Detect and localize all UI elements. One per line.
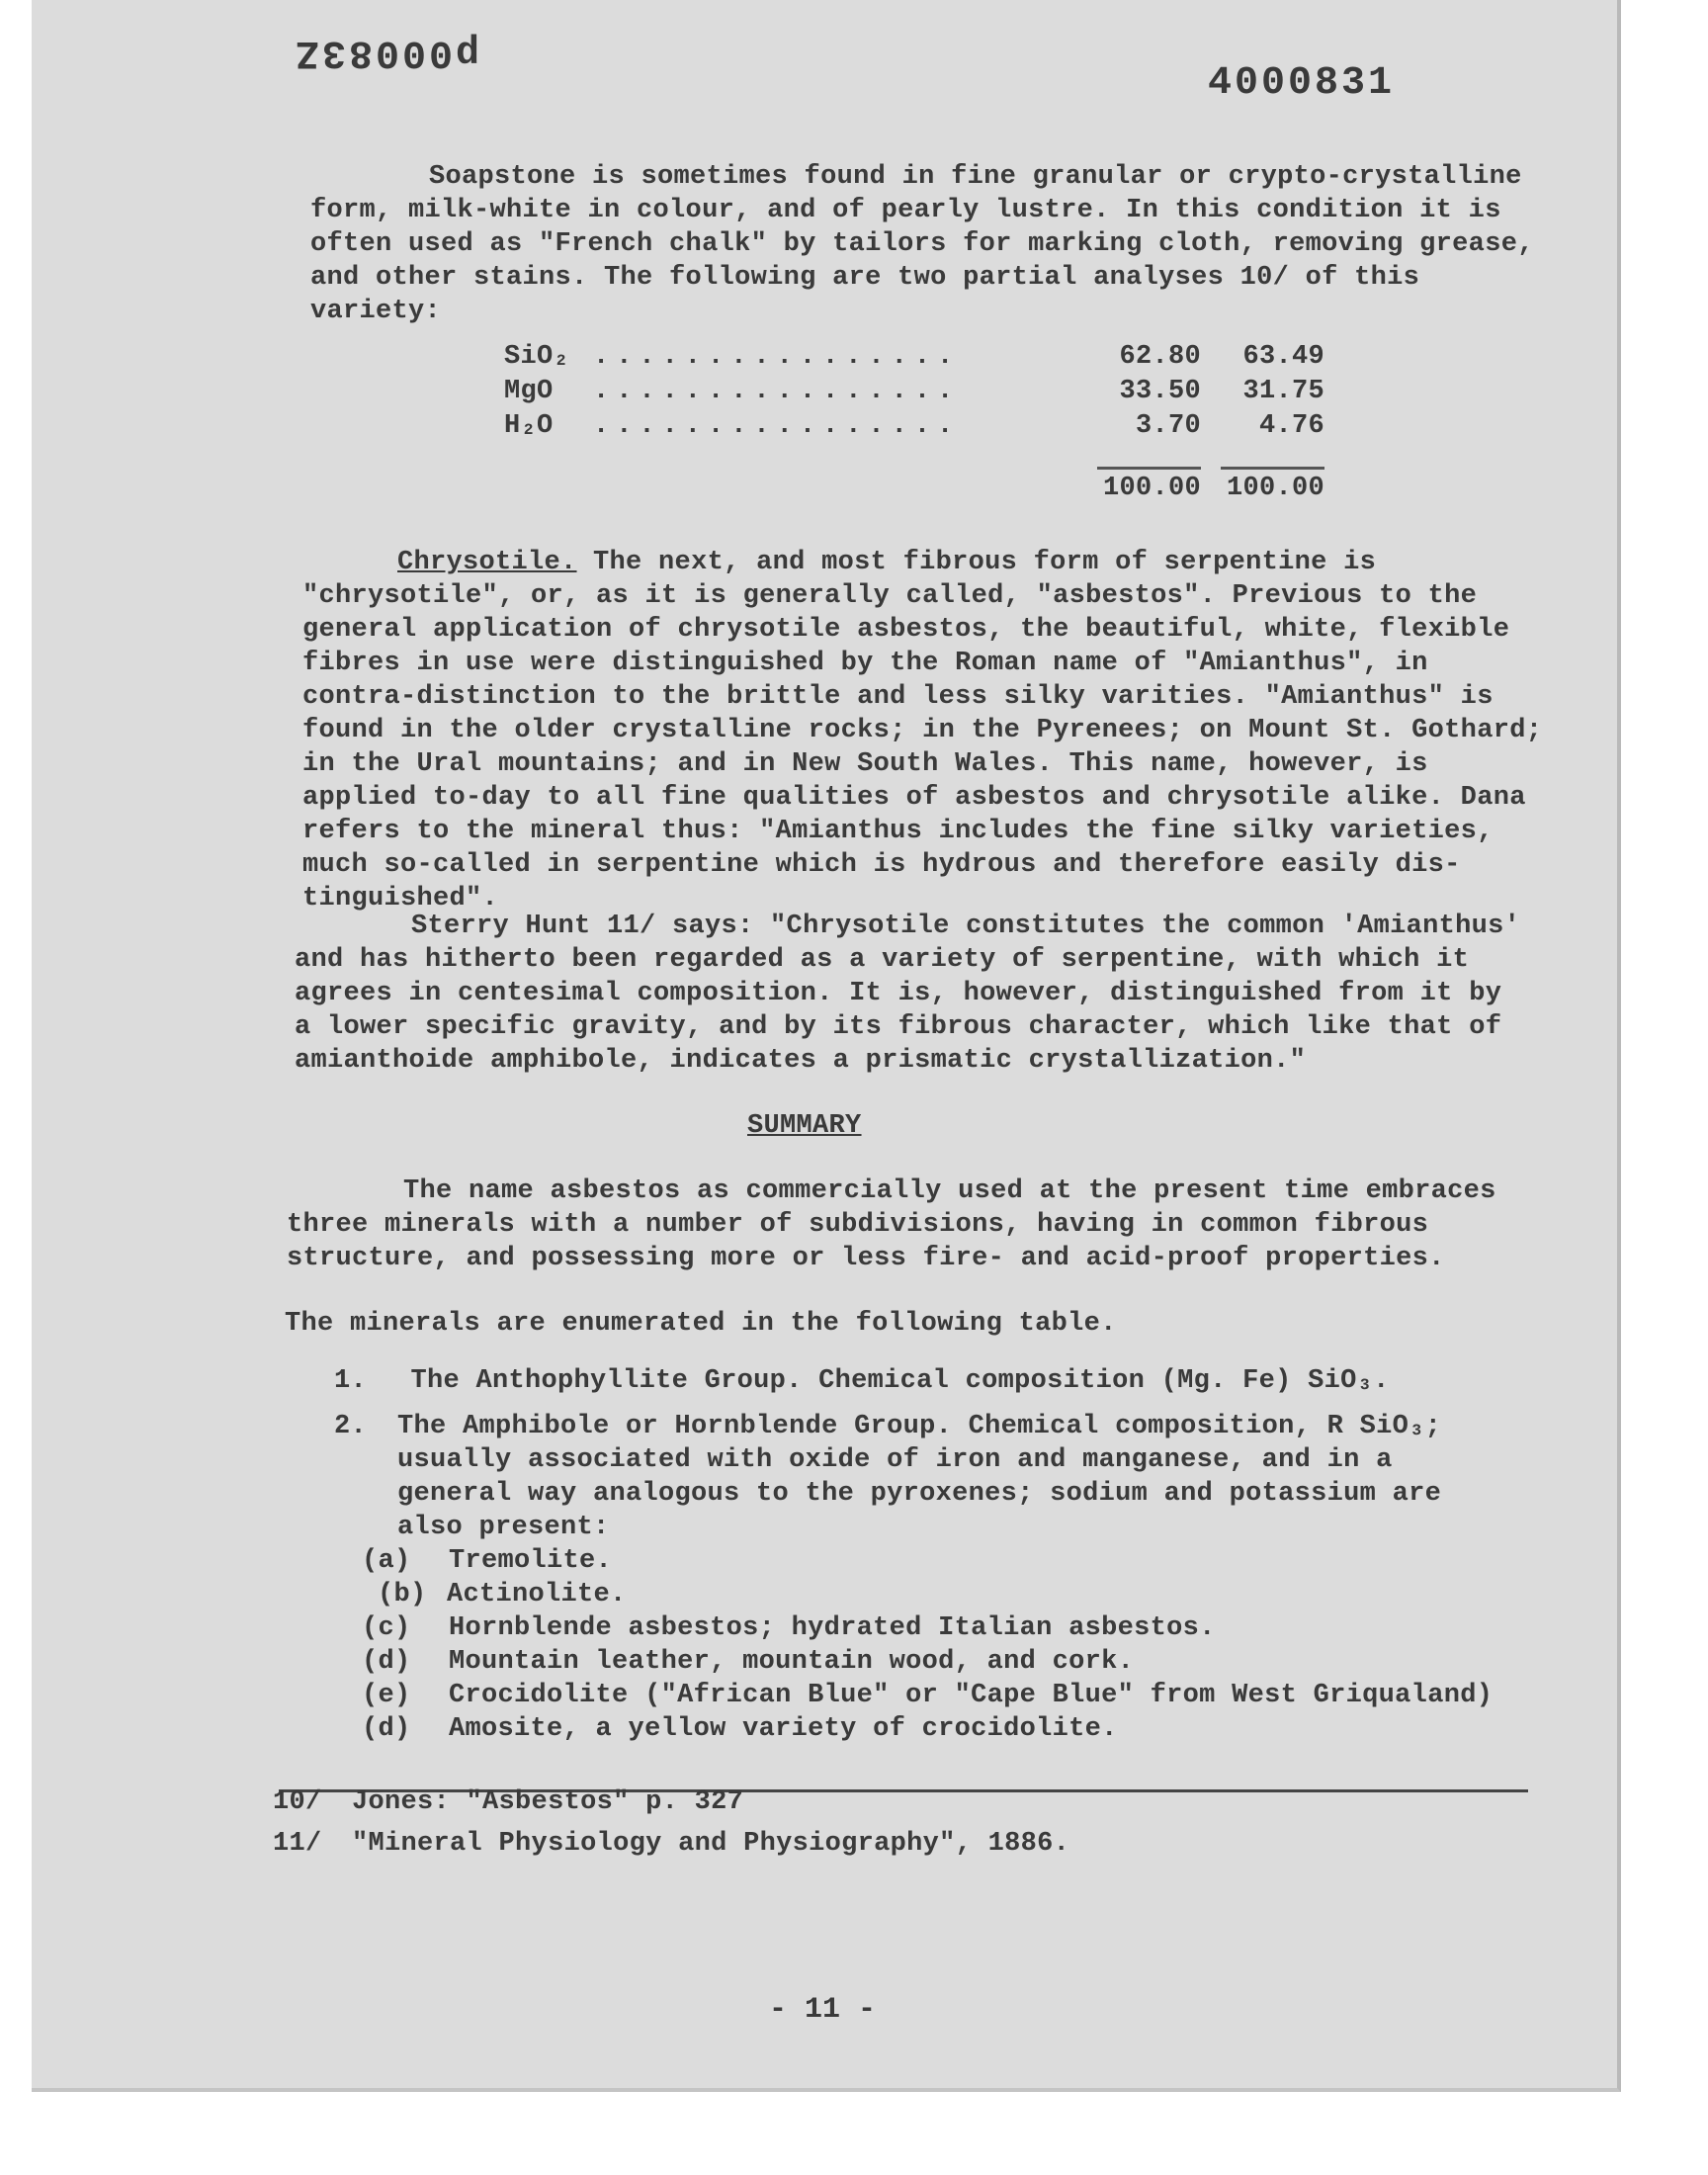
footnote-mark: 10/	[273, 1787, 322, 1817]
sub-label: (d)	[362, 1714, 411, 1744]
sub-list-item	[378, 1578, 627, 1611]
sub-text: Actinolite.	[447, 1580, 627, 1610]
total-value-1: 100.00	[1102, 474, 1201, 503]
leader-dots: ................	[593, 377, 961, 406]
footnote	[273, 1785, 743, 1819]
analysis-value-2: 4.76	[1258, 411, 1324, 441]
footnote-text: "Mineral Physiology and Physiography", 1886.	[352, 1829, 1070, 1859]
summary-paragraph	[287, 1174, 1496, 1275]
analysis-table	[504, 340, 1324, 506]
paragraph-line: much so-called in serpentine which is hydrous and therefore easily dis-	[302, 850, 1461, 880]
paragraph-line: agrees in centesimal composition. It is, however, distinguished from it by	[295, 979, 1502, 1008]
sub-text: Hornblende asbestos; hydrated Italian asbestos.	[449, 1613, 1216, 1643]
list-number: 2.	[334, 1412, 368, 1441]
paragraph-line: three minerals with a number of subdivisions, having in common fibrous	[287, 1210, 1429, 1240]
paragraph-line: The name asbestos as commercially used at the present time embraces	[403, 1176, 1496, 1206]
paragraph-line: and other stains. The following are two partial analyses 10/ of this	[310, 263, 1420, 293]
list-line: general way analogous to the pyroxenes; sodium and potassium are	[397, 1479, 1442, 1509]
sum-rule	[1097, 467, 1201, 470]
paragraph-line: fibres in use were distinguished by the Roman name of "Amianthus", in	[302, 649, 1428, 678]
paragraph-line: general application of chrysotile asbestos, the beautiful, white, flexible	[302, 615, 1510, 645]
paragraph-line: form, milk-white in colour, and of pearly lustre. In this condition it is	[310, 196, 1501, 225]
doc-number-top-right: 4000831	[1208, 61, 1396, 106]
sum-rule	[1221, 467, 1324, 470]
element-label: MgO	[504, 377, 554, 406]
sub-label: (e)	[362, 1681, 411, 1710]
paragraph-line: structure, and possessing more or less fire- and acid-proof properties.	[287, 1244, 1445, 1273]
leader-dots: ................	[593, 342, 961, 372]
sub-list-item	[362, 1712, 1118, 1746]
list-number: 1.	[334, 1366, 368, 1396]
paragraph-line: variety:	[310, 297, 442, 326]
paragraph-line: and has hitherto been regarded as a variety of serpentine, with which it	[295, 945, 1470, 975]
list-text: The Anthophyllite Group. Chemical composition (Mg. Fe) SiO₃.	[410, 1366, 1390, 1396]
doc-number-top-left: p00083Z	[293, 30, 480, 74]
paragraph-line: refers to the mineral thus: "Amianthus includes the fine silky varieties,	[302, 817, 1494, 846]
element-label: H₂O	[504, 411, 554, 441]
soapstone-paragraph	[310, 160, 1534, 328]
footnote-text: Jones: "Asbestos" p. 327	[352, 1787, 744, 1817]
sub-text: Mountain leather, mountain wood, and cork.	[449, 1647, 1135, 1677]
sub-list-item	[362, 1611, 1216, 1645]
sub-list-item	[362, 1544, 612, 1578]
minerals-intro: The minerals are enumerated in the following table.	[285, 1309, 1117, 1339]
element-label: SiO₂	[504, 342, 570, 372]
sub-text: Crocidolite ("African Blue" or "Cape Blue" from West Griqualand)	[449, 1681, 1494, 1710]
paragraph-line: often used as "French chalk" by tailors for marking cloth, removing grease,	[310, 229, 1534, 259]
analysis-row	[504, 340, 1324, 375]
paragraph-line: "chrysotile", or, as it is generally called, "asbestos". Previous to the	[302, 581, 1478, 611]
page-number: - 11 -	[768, 1993, 877, 2027]
analysis-total-row	[504, 472, 1324, 506]
paragraph-line: tinguished".	[302, 884, 499, 914]
list-line: usually associated with oxide of iron and manganese, and in a	[397, 1445, 1393, 1475]
list-line: The Amphibole or Hornblende Group. Chemical composition, R SiO₃;	[397, 1412, 1442, 1441]
list-text-block	[397, 1410, 1441, 1544]
summary-heading: SUMMARY	[747, 1111, 862, 1141]
total-value-2: 100.00	[1226, 474, 1324, 503]
footnote	[273, 1827, 1069, 1861]
paragraph-line: a lower specific gravity, and by its fibrous character, which like that of	[295, 1012, 1502, 1042]
sub-label: (c)	[362, 1613, 411, 1643]
sub-label: (b)	[378, 1580, 427, 1610]
list-item	[334, 1364, 1390, 1398]
analysis-value-1: 33.50	[1119, 377, 1201, 406]
paragraph-line: found in the older crystalline rocks; in the Pyrenees; on Mount St. Gothard;	[302, 716, 1543, 745]
paragraph-line: in the Ural mountains; and in New South Wales. This name, however, is	[302, 749, 1428, 779]
analysis-value-1: 62.80	[1119, 342, 1201, 372]
footnote-mark: 11/	[273, 1829, 322, 1859]
paragraph-line: Soapstone is sometimes found in fine granular or crypto-crystalline	[429, 162, 1522, 192]
analysis-value-2: 31.75	[1242, 377, 1324, 406]
paragraph-line	[397, 546, 1542, 579]
paragraph-line: applied to-day to all fine qualities of asbestos and chrysotile alike. Dana	[302, 783, 1526, 813]
sub-list-item	[362, 1645, 1134, 1679]
leader-dots: ................	[593, 411, 961, 441]
sterry-hunt-paragraph	[295, 910, 1520, 1078]
list-item	[334, 1410, 1441, 1544]
analysis-value-1: 3.70	[1135, 411, 1201, 441]
paragraph-line: contra-distinction to the brittle and less silky varities. "Amianthus" is	[302, 682, 1494, 712]
paragraph-line: Sterry Hunt 11/ says: "Chrysotile constitutes the common 'Amianthus'	[411, 912, 1521, 941]
chrysotile-paragraph	[302, 546, 1542, 915]
sub-text: Tremolite.	[449, 1546, 613, 1576]
paragraph-line: amianthoide amphibole, indicates a prismatic crystallization."	[295, 1046, 1307, 1076]
list-line: also present:	[397, 1513, 610, 1542]
analysis-row	[504, 375, 1324, 409]
sub-label: (a)	[362, 1546, 411, 1576]
analysis-value-2: 63.49	[1242, 342, 1324, 372]
paragraph-line-text: The next, and most fibrous form of serpentine is	[593, 548, 1377, 577]
chrysotile-heading: Chrysotile.	[397, 548, 577, 577]
sub-list-item	[362, 1679, 1493, 1712]
analysis-row	[504, 409, 1324, 444]
sub-text: Amosite, a yellow variety of crocidolite.	[449, 1714, 1118, 1744]
sub-label: (d)	[362, 1647, 411, 1677]
